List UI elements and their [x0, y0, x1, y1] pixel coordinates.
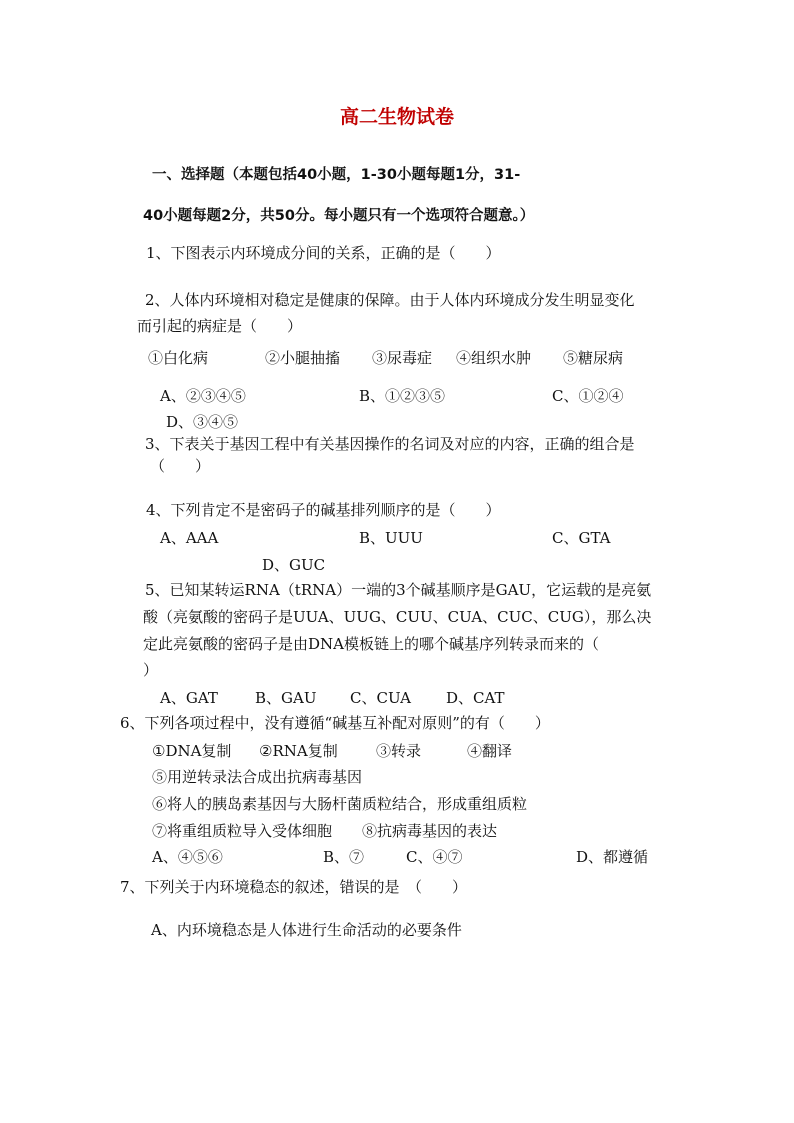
question-6-stem: 6、下列各项过程中，没有遵循“碱基互补配对原则”的有（ ） [120, 714, 550, 732]
q2-item-1: ①白化病 [148, 349, 209, 367]
q2-item-2: ②小腿抽搐 [265, 349, 341, 367]
question-5-line4: ） [143, 661, 159, 679]
q6-option-b: B、⑦ [323, 848, 365, 866]
q4-option-c: C、GTA [552, 529, 611, 547]
question-2-line2: 而引起的病症是（ ） [137, 317, 303, 335]
q6-option-c: C、④⑦ [406, 848, 463, 866]
q2-option-b: B、①②③⑤ [359, 387, 446, 405]
question-3-line2: （ ） [150, 457, 211, 475]
q6-item-3: ③转录 [376, 742, 422, 760]
q6-item-2: ②RNA复制 [259, 742, 338, 760]
q2-option-d: D、③④⑤ [166, 413, 239, 431]
question-5-line1: 5、已知某转运RNA（tRNA）一端的3个碱基顺序是GAU，它运载的是亮氨 [145, 581, 652, 599]
question-7-stem: 7、下列关于内环境稳态的叙述，错误的是 （ ） [120, 878, 468, 896]
question-5-line3: 定此亮氨酸的密码子是由DNA模板链上的哪个碱基序列转录而来的（ [143, 635, 599, 653]
page-title: 高二生物试卷 [339, 106, 454, 128]
q7-option-a: A、内环境稳态是人体进行生命活动的必要条件 [151, 921, 462, 939]
q6-item-5: ⑤用逆转录法合成出抗病毒基因 [152, 768, 363, 786]
q6-item-6: ⑥将人的胰岛素基因与大肠杆菌质粒结合，形成重组质粒 [152, 795, 528, 813]
question-1-stem: 1、下图表示内环境成分间的关系，正确的是（ ） [146, 244, 501, 262]
q6-item-1: ①DNA复制 [152, 742, 232, 760]
q4-option-d: D、GUC [262, 556, 326, 574]
q6-item-4: ④翻译 [467, 742, 513, 760]
section-heading-line1: 一、选择题（本题包括40小题，1-30小题每题1分，31- [152, 167, 521, 183]
question-2-line1: 2、人体内环境相对稳定是健康的保障。由于人体内环境成分发生明显变化 [145, 291, 635, 309]
q5-option-d: D、CAT [446, 689, 505, 707]
q4-option-a: A、AAA [160, 529, 219, 547]
q2-item-5: ⑤糖尿病 [563, 349, 624, 367]
q2-option-c: C、①②④ [552, 387, 624, 405]
q6-item-8: ⑧抗病毒基因的表达 [362, 822, 498, 840]
q2-item-3: ③尿毒症 [372, 349, 433, 367]
q5-option-a: A、GAT [160, 689, 218, 707]
q6-option-d: D、都遵循 [576, 848, 649, 866]
q2-option-a: A、②③④⑤ [160, 387, 246, 405]
q5-option-c: C、CUA [350, 689, 411, 707]
question-4-stem: 4、下列肯定不是密码子的碱基排列顺序的是（ ） [146, 501, 501, 519]
q4-option-b: B、UUU [359, 529, 423, 547]
q2-item-4: ④组织水肿 [456, 349, 532, 367]
q6-option-a: A、④⑤⑥ [152, 848, 223, 866]
question-3-line1: 3、下表关于基因工程中有关基因操作的名词及对应的内容，正确的组合是 [145, 435, 635, 453]
q5-option-b: B、GAU [255, 689, 317, 707]
question-5-line2: 酸（亮氨酸的密码子是UUA、UUG、CUU、CUA、CUC、CUG），那么决 [143, 608, 652, 626]
q6-item-7: ⑦将重组质粒导入受体细胞 [152, 822, 333, 840]
section-heading-line2: 40小题每题2分，共50分。每小题只有一个选项符合题意。） [143, 208, 535, 224]
